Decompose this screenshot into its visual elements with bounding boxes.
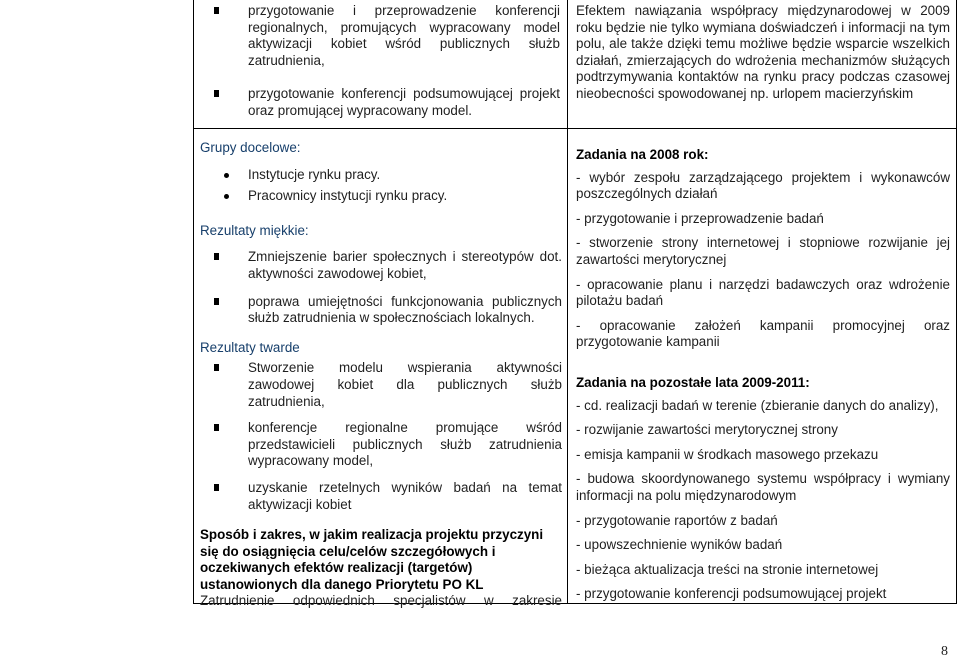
list-item: przygotowanie konferencji podsumowującej projekt oraz promującej wypracowany model. [200, 86, 560, 119]
square-bullet-icon [214, 298, 219, 305]
square-bullet-icon [214, 424, 219, 431]
round-bullet-icon [224, 194, 229, 199]
square-bullet-icon [214, 7, 219, 14]
list-item: poprawa umiejętności funkcjonowania publicznych służb zatrudnienia w społecznościach lokalnych. [200, 294, 562, 327]
soft-results-heading: Rezultaty miękkie: [200, 222, 309, 238]
row-divider [193, 128, 957, 129]
list-item: - budowa skoordynowanego systemu współpracy i wymiany informacji na polu międzynarodowym [576, 471, 950, 503]
list-item: - opracowanie założeń kampanii promocyjnej oraz przygotowanie kampanii [576, 317, 950, 350]
list-item: konferencje regionalne promujące wśród przedstawicieli publicznych służb zatrudnienia wypracowany model, [200, 420, 562, 470]
list-item: - przygotowanie raportów z badań [576, 512, 778, 528]
list-item: - wybór zespołu zarządzającego projektem i wykonawców poszczególnych działań [576, 169, 950, 202]
list-item: Stworzenie modelu wspierania aktywności zawodowej kobiet dla publicznych służb zatrudnienia, [200, 360, 562, 410]
row1-left-cell [200, 3, 560, 120]
list-item: - bieżąca aktualizacja treści na stronie internetowej [576, 561, 879, 577]
square-bullet-icon [214, 90, 219, 97]
list-item: - cd. realizacji badań w terenie (zbieranie danych do analizy), [576, 397, 939, 413]
list-item: przygotowanie i przeprowadzenie konferencji regionalnych, promujących wypracowany model aktywizacji kobiet wśród publicznych służb zatrudnienia, [200, 3, 560, 69]
list-item: - stworzenie strony internetowej i stopniowe rozwijanie jej zawartości merytorycznej [576, 235, 950, 267]
table-middle-border [567, 0, 568, 604]
list-item: Instytucje rynku pracy. [200, 167, 562, 184]
list-item: uzyskanie rzetelnych wyników badań na temat aktywizacji kobiet [200, 480, 562, 513]
square-bullet-icon [214, 364, 219, 371]
method-heading: Sposób i zakres, w jakim realizacja projektu przyczyni się do osiągnięcia celu/celów szczegółowych i oczekiwanych efektów realizacji (targetów) ustanowionych dla danego Priorytetu PO KL [200, 527, 544, 592]
list-item: - opracowanie planu i narzędzi badawczych oraz wdrożenie pilotażu badań [576, 276, 950, 309]
list-item: - rozwijanie zawartości merytorycznej strony [576, 422, 838, 438]
table-left-border [193, 0, 194, 604]
row1-right-cell [576, 3, 950, 103]
target-groups-heading: Grupy docelowe: [200, 140, 301, 155]
method-text: Zatrudnienie odpowiednich specjalistów w zakresie [200, 593, 562, 609]
square-bullet-icon [214, 253, 219, 260]
effect-paragraph: Efektem nawiązania współpracy międzynarodowej w 2009 roku będzie nie tylko wymiana doświadczeń i informacji na tym polu, ale także dzięki temu możliwe będzie wsparcie wszelkich działań, zmierzających do wdrożenia mechanizmów służących podtrzymywania kontaktów na rynku pracy podczas czasowej nieobecności spowodowanej np. urlopem macierzyńskim [576, 3, 950, 101]
hard-results-heading: Rezultaty twarde [200, 339, 300, 355]
row2-left-cell [200, 140, 562, 610]
page-number: 8 [941, 644, 948, 659]
round-bullet-icon [224, 173, 229, 178]
square-bullet-icon [214, 484, 219, 491]
list-item: - przygotowanie i przeprowadzenie badań [576, 210, 824, 226]
list-item: - przygotowanie konferencji podsumowującej projekt [576, 586, 887, 602]
list-item: Zmniejszenie barier społecznych i stereotypów dot. aktywności zawodowej kobiet, [200, 249, 562, 282]
list-item: - emisja kampanii w środkach masowego przekazu [576, 446, 879, 462]
tasks-later-heading: Zadania na pozostałe lata 2009-2011: [576, 374, 810, 390]
list-item: Pracownicy instytucji rynku pracy. [200, 188, 562, 205]
row2-right-cell [576, 147, 950, 611]
tasks-2008-heading: Zadania na 2008 rok: [576, 147, 709, 162]
table-right-border [956, 0, 957, 604]
list-item: - upowszechnienie wyników badań [576, 537, 783, 553]
